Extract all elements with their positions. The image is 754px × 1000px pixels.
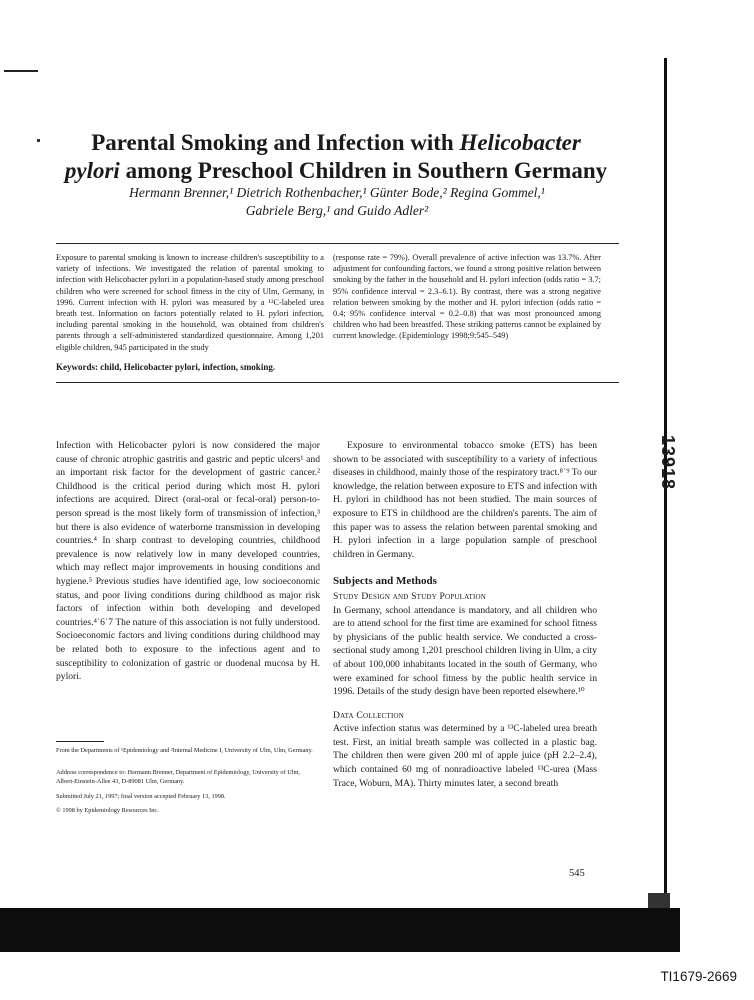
ets-paragraph: Exposure to environmental tobacco smoke (ETS) has been shown to be associated with susceptibility to a variety of infectious diseases in childhood, mainly those of the respiratory tract.⁸˙⁹ To our knowledge, the relation between exposure to ETS and infection with H. pylori in childhood has not been studied. The main sources of exposure to ETS in childhood are the children's parents. The aim of this paper was to assess the relation between parental smoking and H. pylori infection in a large population sample of preschool children in Germany. [333, 440, 597, 560]
abstract-right: (response rate = 79%). Overall prevalence of active infection was 13.7%. After adjustment for confounding factors, we found a strong positive relation between smoking by the father in the household and H. pylori infection (odds ratio = 3.7; 95% confidence interval = 2.3–6.1). By contrast, there was a strong negative relation between smoking by the mother and H. pylori infection (odds ratio = 0.4; 95% confidence interval = 0.2–0.8) that was most pronounced among children who had been breastfed. These striking patterns cannot be explained by current knowledge. (Epidemiology 1998;9:545–549) [333, 253, 601, 341]
page-number: 545 [569, 868, 585, 879]
subsection-heading-data: Data Collection [333, 709, 405, 721]
scan-bottom-bar [0, 908, 680, 952]
footnote-address: Address correspondence to: Hermann Brenner, Department of Epidemiology, University of Ulm, Albert-Einstein-Allee 43, D-89081 Ulm, Germany. [56, 769, 300, 785]
scan-mark-dot [37, 139, 40, 142]
title-line1: Parental Smoking and Infection with [91, 130, 460, 155]
author-list [90, 184, 584, 220]
intro-paragraph: Infection with Helicobacter pylori is now considered the major cause of chronic atrophic gastritis and gastric and peptic ulcers¹ and an important risk factor for the development of gastric cancer.² Childhood is the critical period during which most H. pylori infections are acquired. Direct (oral-oral or fecal-oral) person-to-person spread is the most likely form of transmission of infection,³ but there is also evidence of waterborne transmission in developing countries.⁴ In sharp contrast to developing countries, childhood prevalence is now relatively low in many developed countries, which may reflect major improvements in housing conditions and hygiene.⁵ Previous studies have identified age, low socioeconomic status, and poor living conditions during childhood as major risk factors of infection within both developing and developed countries.⁴˙6˙7 The nature of this association is not fully understood. Socioeconomic factors and living conditions during childhood may be related both to exposure to the infectious agent and to susceptibility to colonization of gastric or duodenal mucosa by H. pylori. [56, 440, 320, 683]
article-title [54, 129, 618, 185]
subsection-heading-design: Study Design and Study Population [333, 590, 487, 602]
document-id: TI1679-2669 [660, 969, 737, 984]
title-italic-1: Helicobacter [459, 130, 581, 155]
title-line2: among Preschool Children in Southern Germany [119, 158, 608, 183]
keywords: Keywords: child, Helicobacter pylori, infection, smoking. [56, 362, 276, 372]
footnote-rule [56, 741, 104, 742]
data-collection-paragraph: Active infection status was determined by a ¹³C-labeled urea breath test. First, an initial breath sample was collected in a plastic bag. The children then were given 200 ml of apple juice (pH 2.2–2.4), which contained 60 mg of nonradioactive labeled ¹³C-urea (Mass Trace, Woburn, MA). Thirty minutes later, a second breath [333, 723, 597, 789]
abstract-left: Exposure to parental smoking is known to increase children's susceptibility to a variety of infections. We investigated the relation of parental smoking to infection with Helicobacter pylori in a population-based study among preschool children who were screened for school fitness in the city of Ulm, Germany, in 1996. Current infection with H. pylori was measured by a ¹³C-labeled urea breath test. Information on factors potentially related to H. pylori infection, including parental smoking in the household, was obtained from children's parents through a self-administered standardized questionnaire. Among 1,201 eligible children, 945 participated in the study [56, 253, 324, 352]
body-left-column [56, 439, 320, 684]
footnote-copyright: © 1998 by Epidemiology Resources Inc. [56, 807, 159, 814]
authors-line1: Hermann Brenner,¹ Dietrich Rothenbacher,¹ Günter Bode,² Regina Gommel,¹ [129, 185, 545, 200]
abstract-top-rule [56, 243, 619, 244]
section-heading: Subjects and Methods [333, 575, 437, 588]
title-italic-2: pylori [64, 158, 120, 183]
abstract-bottom-rule [56, 382, 619, 383]
stamp-number: 13918 [658, 434, 679, 491]
scan-mark-dash [4, 70, 38, 72]
body-right-column [333, 439, 597, 790]
footnote-affiliation: From the Departments of ¹Epidemiology and ²Internal Medicine I, University of Ulm, Ulm, Germany. [56, 747, 313, 754]
scan-corner-shadow [648, 893, 670, 908]
design-paragraph: In Germany, school attendance is mandatory, and all children who are to attend school for the first time are examined for school fitness by physicians of the public health service. We conducted a cross-sectional study among 1,201 preschool children living in Ulm, a city of about 100,000 inhabitants located in the south of Germany, who were examined for school fitness by the public health service in 1996. Details of the study design have been reported elsewhere.¹⁰ [333, 604, 597, 698]
footnote-submitted: Submitted July 21, 1997; final version accepted February 13, 1998. [56, 793, 226, 800]
authors-line2: Gabriele Berg,¹ and Guido Adler² [245, 203, 429, 218]
